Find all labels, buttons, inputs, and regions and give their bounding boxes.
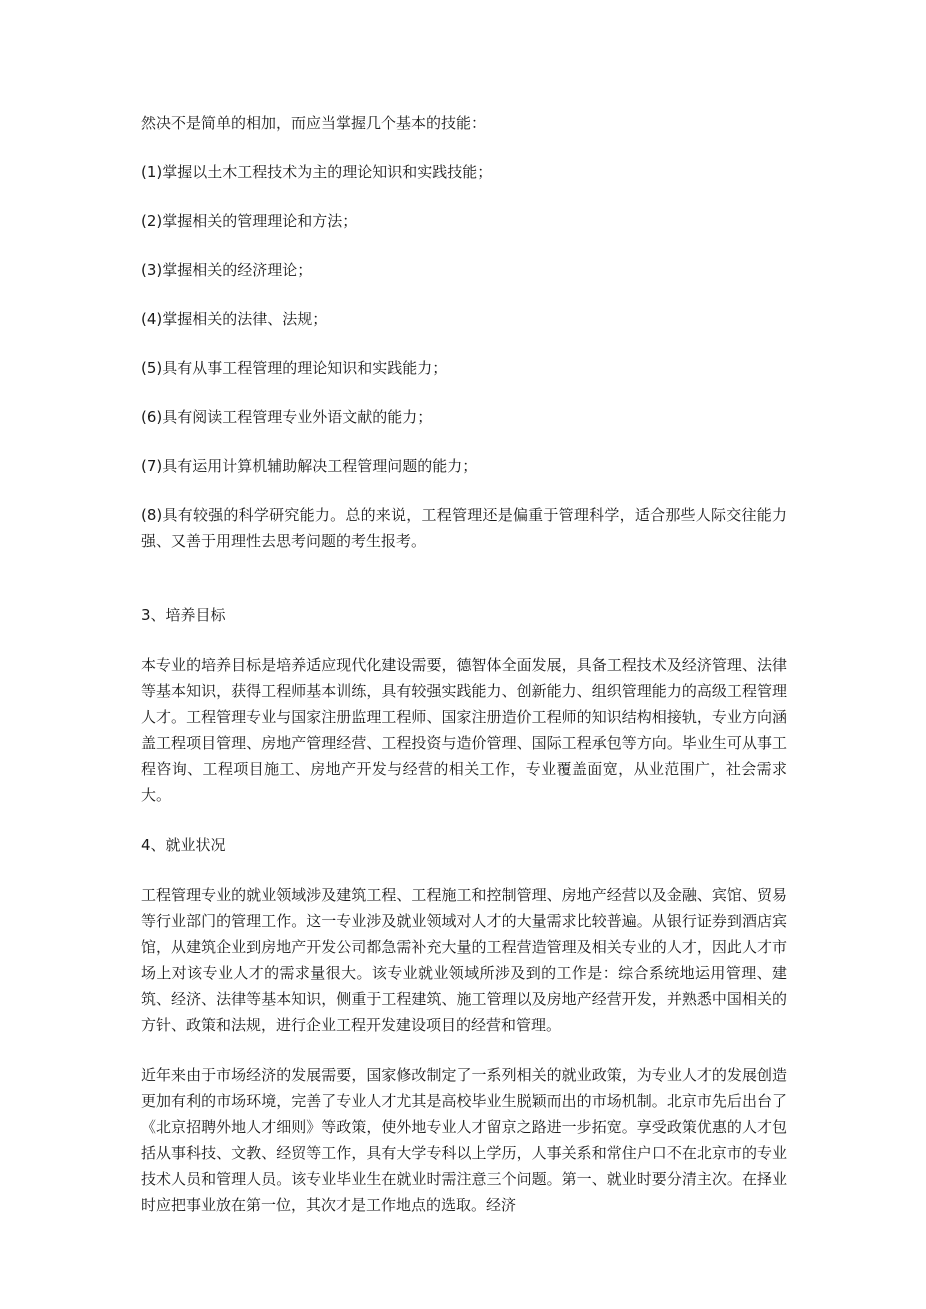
section-4-heading: 4、就业状况 [141,836,226,854]
section-3-body: 本专业的培养目标是培养适应现代化建设需要，德智体全面发展，具备工程技术及经济管理、法律等基本知识，获得工程师基本训练，具有较强实践能力、创新能力、组织管理能力的高级工程管理人才。工程管理专业与国家注册监理工程师、国家注册造价工程师的知识结构相接轨，专业方向涵盖工程项目管理、房地产管理经营、工程投资与造价管理、国际工程承包等方向。毕业生可从事工程咨询、工程项目施工、房地产开发与经营的相关工作，专业覆盖面宽，从业范围广，社会需求大。 [141,656,787,804]
skill-item-5: (5)具有从事工程管理的理论知识和实践能力； [141,359,448,377]
skill-item-2: (2)掌握相关的管理理论和方法； [141,212,358,230]
section-3-heading: 3、培养目标 [141,606,226,624]
skill-item-6: (6)具有阅读工程管理专业外语文献的能力； [141,408,433,426]
skill-item-7: (7)具有运用计算机辅助解决工程管理问题的能力； [141,457,478,475]
section-4-body-1: 工程管理专业的就业领域涉及建筑工程、工程施工和控制管理、房地产经营以及金融、宾馆、贸易等行业部门的管理工作。这一专业涉及就业领域对人才的大量需求比较普遍。从银行证券到酒店宾馆，从建筑企业到房地产开发公司都急需补充大量的工程营造管理及相关专业的人才，因此人才市场上对该专业人才的需求量很大。该专业就业领域所涉及到的工作是：综合系统地运用管理、建筑、经济、法律等基本知识，侧重于工程建筑、施工管理以及房地产经营开发，并熟悉中国相关的方针、政策和法规，进行企业工程开发建设项目的经营和管理。 [141,886,787,1034]
skill-item-8: (8)具有较强的科学研究能力。总的来说，工程管理还是偏重于管理科学，适合那些人际交往能力强、又善于用理性去思考问题的考生报考。 [141,506,787,550]
skill-item-3: (3)掌握相关的经济理论； [141,261,313,279]
intro-line: 然决不是简单的相加，而应当掌握几个基本的技能： [141,114,487,132]
skill-item-4: (4)掌握相关的法律、法规； [141,310,328,328]
section-4-body-2: 近年来由于市场经济的发展需要，国家修改制定了一系列相关的就业政策，为专业人才的发展创造更加有利的市场环境，完善了专业人才尤其是高校毕业生脱颖而出的市场机制。北京市先后出台了《北京招聘外地人才细则》等政策，使外地专业人才留京之路进一步拓宽。享受政策优惠的人才包括从事科技、文教、经贸等工作，具有大学专科以上学历，人事关系和常住户口不在北京市的专业技术人员和管理人员。该专业毕业生在就业时需注意三个问题。第一、就业时要分清主次。在择业时应把事业放在第一位，其次才是工作地点的选取。经济 [141,1066,787,1214]
document-page [141,110,787,1218]
skill-item-1: (1)掌握以土木工程技术为主的理论知识和实践技能； [141,163,493,181]
